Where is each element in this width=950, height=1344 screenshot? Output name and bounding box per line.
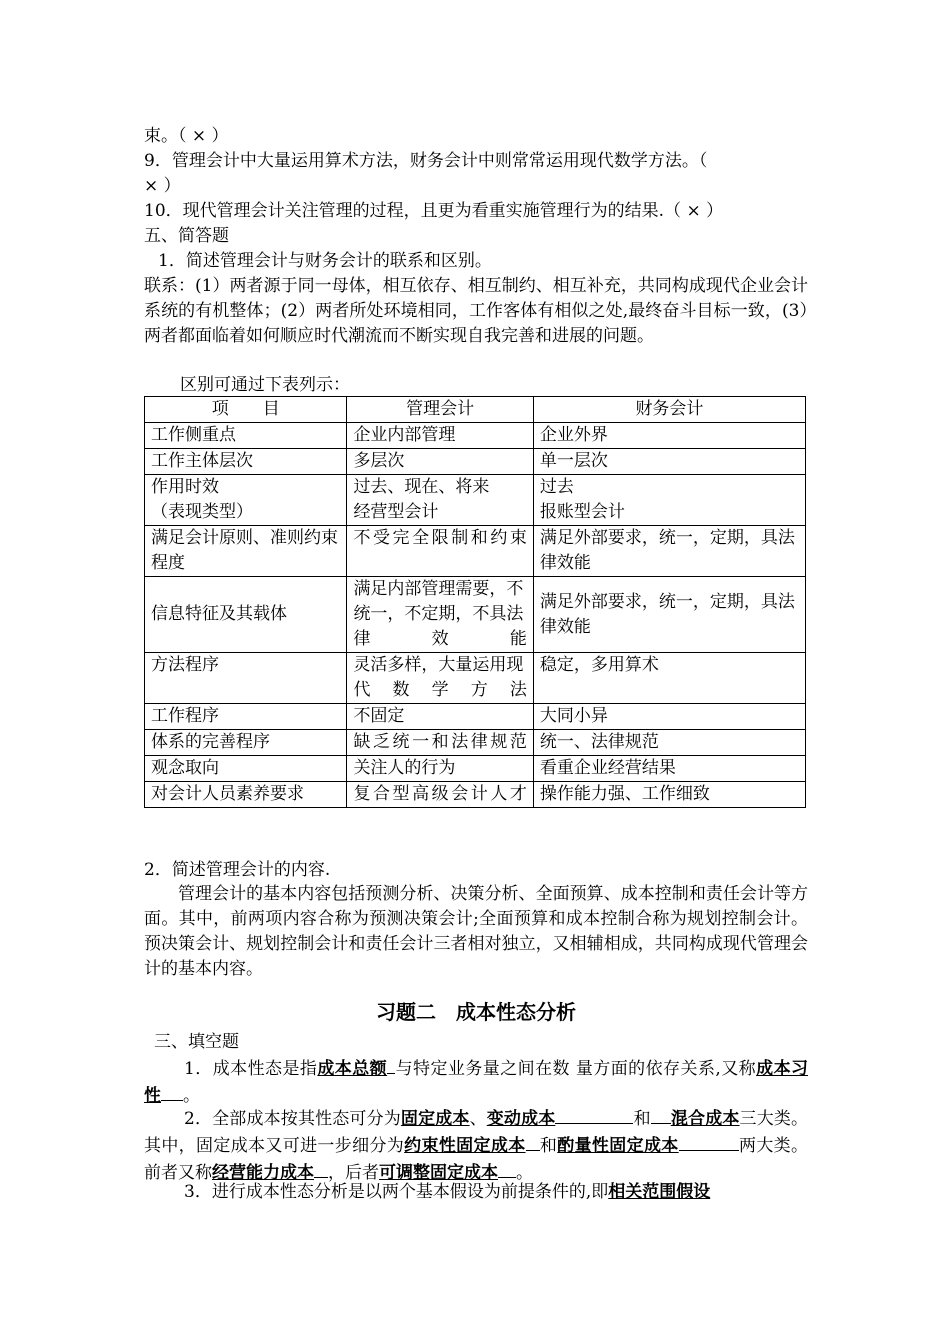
text: 。 (183, 1086, 200, 1106)
table-row (145, 704, 806, 730)
table-header-row (145, 397, 806, 423)
answer-blank: 酌量性固定成本 (557, 1136, 679, 1156)
table-cell: 方法程序 (145, 653, 347, 704)
answer-blank: 经营能力成本 (212, 1163, 314, 1183)
fill-paragraph-2 (144, 1105, 808, 1186)
answer-blank: 相关范围假设 (608, 1182, 711, 1202)
blank-line (498, 1159, 516, 1178)
question-9: 9．管理会计中大量运用算术方法，财务会计中则常常运用现代数学方法。（ (144, 151, 708, 171)
table-cell: 企业外界 (533, 423, 805, 449)
text: 3．进行成本性态分析是以两个基本假设为前提条件的,即 (184, 1182, 609, 1202)
comparison-table (144, 396, 806, 808)
text: 。 (516, 1163, 533, 1183)
header-cell: 财务会计 (533, 397, 805, 423)
fill-paragraph-1 (144, 1055, 808, 1109)
table-cell: 单一层次 (533, 449, 805, 475)
header-cell: 项 目 (145, 397, 347, 423)
table-row (145, 730, 806, 756)
answer-blank: 变动成本 (486, 1109, 556, 1129)
table-cell: 作用时效 （表现类型） (145, 475, 347, 526)
question-heading: 1．简述管理会计与财务会计的联系和区别。 (158, 251, 492, 271)
question-2-body: 管理会计的基本内容包括预测分析、决策分析、全面预算、成本控制和责任会计等方面。其中，前两项内容合称为预测决策会计;全面预算和成本控制合称为规划控制会计。预决策会计、规划控制会计和责任会计三者相对独立，又相辅相成，共同构成现代管理会计的基本内容。 (144, 884, 808, 979)
blank-line (526, 1132, 540, 1151)
question-2-heading: 2．简述管理会计的内容. (144, 860, 331, 880)
table-cell: 体系的完善程序 (145, 730, 347, 756)
answer-blank: 约束性固定成本 (404, 1136, 526, 1156)
table-cell: 复合型高级会计人才 (347, 782, 533, 808)
text: 和 (633, 1109, 651, 1129)
question-10: 10．现代管理会计关注管理的过程，且更为看重实施管理行为的结果.（ × ） (144, 201, 724, 221)
blank-line (555, 1105, 633, 1124)
table-row (145, 782, 806, 808)
answer-blank: 成本总额 (317, 1059, 388, 1079)
text-line: 束。（ × ） (144, 126, 229, 146)
table-cell: 信息特征及其载体 (145, 577, 347, 653)
table-cell: 多层次 (347, 449, 533, 475)
table-cell: 过去、现在、将来 经营型会计 (347, 475, 533, 526)
blank-line (314, 1159, 328, 1178)
question-9-answer: × ） (144, 176, 181, 196)
table-cell: 稳定，多用算术 (533, 653, 805, 704)
blank-line (387, 1055, 395, 1074)
table-cell: 缺乏统一和法律规范 (347, 730, 533, 756)
table-cell: 工作主体层次 (145, 449, 347, 475)
header-cell: 管理会计 (347, 397, 533, 423)
answer-blank: 可调整固定成本 (379, 1163, 498, 1183)
blank-line (651, 1105, 671, 1124)
table-row (145, 526, 806, 577)
table-cell: 工作程序 (145, 704, 347, 730)
text: 2．全部成本按其性态可分为 (184, 1109, 401, 1129)
blank-line (161, 1082, 183, 1101)
table-cell: 观念取向 (145, 756, 347, 782)
table-cell: 工作侧重点 (145, 423, 347, 449)
text: 、 (469, 1109, 487, 1129)
subsection-heading: 三、填空题 (154, 1032, 239, 1052)
table-intro: 区别可通过下表列示： (180, 375, 350, 395)
answer-blank: 混合成本 (670, 1109, 740, 1129)
table-row (145, 449, 806, 475)
table-cell: 灵活多样，大量运用现代数学方法 (347, 653, 533, 704)
text: 与特定业务量之间在数 量方面的依存关系,又称 (395, 1059, 757, 1079)
text: 三大类。其中，固定成本又可进一步细分为 (144, 1109, 809, 1156)
table-row (145, 577, 806, 653)
table-cell: 不固定 (347, 704, 533, 730)
table-cell: 满足内部管理需要，不统一，不定期，不具法律效能 (347, 577, 533, 653)
table-row (145, 423, 806, 449)
table-cell: 满足会计原则、准则约束程度 (145, 526, 347, 577)
answer-blank: 成本习性 (144, 1059, 809, 1106)
text: 和 (539, 1136, 558, 1156)
answer-blank: 固定成本 (400, 1109, 470, 1129)
table-row (145, 475, 806, 526)
section-heading: 五、简答题 (144, 226, 229, 246)
connection-paragraph: 联系：(1）两者源于同一母体，相互依存、相互制约、相互补充，共同构成现代企业会计系统的有机整体；(2）两者所处环境相同，工作客体有相似之处,最终奋斗目标一致，(3）两者都面临着如何顺应时代潮流而不断实现自我完善和进展的问题。 (144, 276, 808, 346)
table-cell: 操作能力强、工作细致 (533, 782, 805, 808)
table-cell: 统一、法律规范 (533, 730, 805, 756)
blank-line (679, 1132, 739, 1151)
table-cell: 大同小异 (533, 704, 805, 730)
table-cell: 关注人的行为 (347, 756, 533, 782)
table-cell: 对会计人员素养要求 (145, 782, 347, 808)
table-cell: 不受完全限制和约束 (347, 526, 533, 577)
table-row (145, 756, 806, 782)
fill-paragraph-3 (144, 1180, 808, 1205)
table-row (145, 653, 806, 704)
table-cell: 看重企业经营结果 (533, 756, 805, 782)
chapter-title: 习题二 成本性态分析 (376, 1000, 576, 1024)
text: 两大类。前者又称 (144, 1136, 809, 1183)
table-cell: 过去 报账型会计 (533, 475, 805, 526)
table-cell: 企业内部管理 (347, 423, 533, 449)
text: ，后者 (328, 1163, 379, 1183)
table-cell: 满足外部要求，统一，定期，具法律效能 (533, 526, 805, 577)
table-cell: 满足外部要求，统一，定期，具法律效能 (533, 577, 805, 653)
text: 1．成本性态是指 (184, 1059, 318, 1079)
